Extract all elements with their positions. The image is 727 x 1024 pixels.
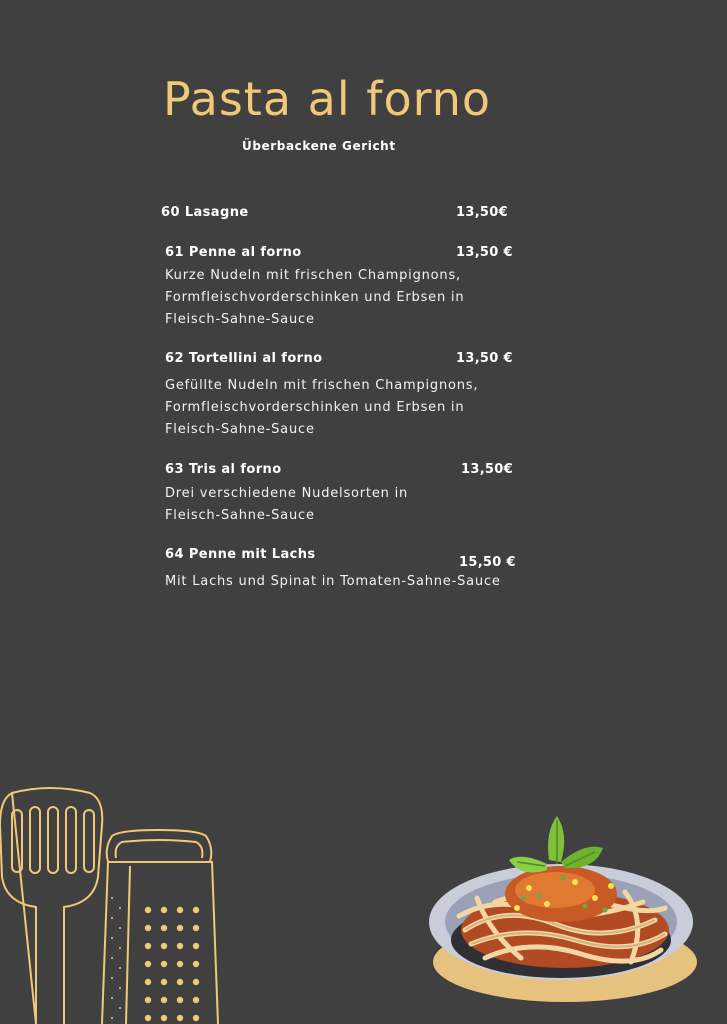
spatula-icon <box>0 785 110 1024</box>
menu-item-name: 64 Penne mit Lachs <box>165 547 316 562</box>
pasta-plate-icon <box>425 812 705 1007</box>
grater-icon <box>100 828 220 1024</box>
menu-item-price: 13,50 € <box>456 351 513 366</box>
menu-item-price: 13,50€ <box>456 205 508 220</box>
menu-item-price: 13,50 € <box>456 245 513 260</box>
menu-item-price: 15,50 € <box>459 555 516 570</box>
menu-item-description: Mit Lachs und Spinat in Tomaten-Sahne-Sauce <box>165 574 501 589</box>
page-subtitle: Überbackene Gericht <box>242 139 396 153</box>
menu-item-name: 63 Tris al forno <box>165 462 282 477</box>
menu-item-name: 60 Lasagne <box>161 205 249 220</box>
menu-item-price: 13,50€ <box>461 462 513 477</box>
menu-item-name: 61 Penne al forno <box>165 245 302 260</box>
menu-item-description: Drei verschiedene Nudelsorten in Fleisch-Sahne-Sauce <box>165 486 409 523</box>
page-title: Pasta al forno <box>162 72 491 126</box>
menu-item-description: Kurze Nudeln mit frischen Champignons, Formfleischvorderschinken und Erbsen in Fleisch-Sahne-Sauce <box>165 268 465 327</box>
menu-item-name: 62 Tortellini al forno <box>165 351 323 366</box>
menu-item-description: Gefüllte Nudeln mit frischen Champignons, Formfleischvorderschinken und Erbsen in Fleisch-Sahne-Sauce <box>165 378 479 437</box>
